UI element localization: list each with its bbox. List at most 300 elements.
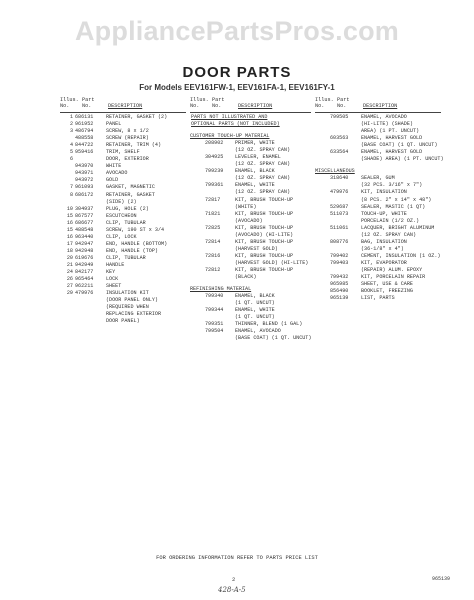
part-row [315,232,441,239]
illus-no [60,135,75,142]
part-number [205,147,235,154]
part-row [60,206,186,213]
part-number [205,335,235,342]
part-row [190,314,311,321]
part-description: LEVELER, ENAMEL [235,154,281,161]
part-description: ENAMEL, WHITE [235,182,275,189]
part-row [190,335,311,342]
model-subtitle: For Models EEV161FW-1, EEV161FA-1, EEV161FY-1 [139,83,335,92]
part-row [315,142,441,149]
illus-no: 8 [69,191,73,198]
illus-no [315,182,330,189]
illus-no [315,142,330,149]
illus-no: 27 [66,283,73,290]
part-number: 942947 [75,240,94,247]
part-row [315,211,441,218]
part-description: (REPAIR) ALUM. EPOXY [361,266,423,273]
part-number: 479976 [75,290,94,297]
part-row [190,267,311,274]
illus-no: 20 [66,254,73,261]
parts-column-1 [60,95,186,325]
illus-no: 6 [69,156,73,163]
part-number [205,246,235,253]
refinishing-heading: REFINISHING MATERIAL [190,286,252,293]
illus-no [315,204,330,211]
illus-no [315,135,330,142]
part-description: SEALER, GUM [361,175,395,182]
part-description: (32 PCS. 3/16" x 7") [361,182,423,189]
part-row [60,121,186,128]
part-description: REPLACING EXTERIOR [106,311,162,318]
part-number: 72825 [205,224,221,231]
part-description: ENAMEL, AVOCADO [361,114,407,120]
illus-no: 1 [69,114,73,120]
part-row [190,197,311,204]
misc-list [315,175,441,302]
part-description: END, HANDLE (BOTTOM) [106,240,168,247]
part-number: 799504 [205,328,224,335]
part-number [330,121,361,128]
part-description: (12 OZ. SPRAY CAN) [235,189,291,196]
illus-no: 18 [66,247,73,254]
part-description: KEY [106,269,116,276]
part-row [315,267,441,274]
part-row [315,225,441,232]
part-number: 799402 [330,252,349,259]
part-row [190,246,311,253]
part-number: 799505 [330,114,349,120]
part-description: PRIMER, WHITE [235,140,275,147]
part-number [330,232,361,239]
part-number: 304937 [75,205,94,212]
part-number: 208902 [205,140,224,147]
part-number [205,274,235,281]
part-description: GOLD [106,177,119,184]
illus-no [190,293,205,300]
part-number: 867577 [75,212,94,219]
part-number: 942949 [75,261,94,268]
illus-no [190,225,205,232]
part-description: KIT, BRUSH TOUCH-UP [235,266,294,273]
part-number [330,128,361,135]
illus-no [60,170,75,177]
illus-no: 21 [66,261,73,268]
part-description: ENAMEL, HARVEST GOLD [361,149,423,156]
part-number: 511073 [330,210,349,217]
part-number: 842177 [75,269,94,276]
part-description: RETAINER, GASKET [106,191,155,198]
part-number [330,267,361,274]
illus-no [190,154,205,161]
part-description: SCREW, 8 x 1/2 [106,128,149,135]
document-code: 965139 [432,576,451,582]
column-header [190,95,311,113]
part-row [60,128,186,135]
illus-no [190,321,205,328]
handwritten-note: 428-A-5 [218,586,246,594]
part-row [60,262,186,269]
part-description: SCREW, 190 ST x 3/4 [106,226,165,233]
part-row [60,297,186,304]
part-number [75,318,106,325]
illus-no [315,128,330,135]
illus-no [190,175,205,182]
part-description: (HARVEST GOLD) (HI-LITE) [235,259,309,266]
part-row [315,175,441,182]
part-description: SHEET, USE & CARE [361,281,413,288]
part-number: 318640 [330,175,349,182]
illus-no [190,182,205,189]
part-row [190,182,311,189]
part-number [205,161,235,168]
parts-column-2 [190,95,311,342]
part-number: 799403 [330,259,349,266]
part-row [60,184,186,191]
part-number [205,175,235,182]
part-row [60,177,186,184]
part-number: 959416 [75,149,94,156]
part-row [190,328,311,335]
part-row [315,197,441,204]
illus-no [60,199,75,206]
part-number [205,314,235,321]
part-description: (1 QT. UNCUT) [235,300,275,307]
part-description: CLIP, TUBULAR [106,219,146,226]
part-row [60,248,186,255]
optional-parts-note: PARTS NOT ILLUSTRATED AND OPTIONAL PARTS (NOT INCLUDED) [191,114,280,128]
part-row [315,295,441,302]
part-row [60,241,186,248]
part-number: 963440 [75,233,94,240]
part-description: KIT, BRUSH TOUCH-UP [235,252,294,259]
part-number [205,300,235,307]
part-description: AREA) (1 PT. UNCUT) [361,128,420,135]
part-description: PLUG, HOLE (2) [106,205,149,212]
part-row [190,175,311,182]
part-description: (AVOCADO) (HI-LITE) [235,231,294,238]
illus-no [315,114,330,121]
illus-no [315,189,330,196]
part-row [315,121,441,128]
illus-no [190,147,205,154]
part-row [315,156,444,163]
watermark: AppliancePartsPros.com [74,16,399,46]
refinishing-list-cont [315,114,444,163]
part-number: 799340 [205,293,224,300]
part-row [190,293,311,300]
part-row [315,239,441,246]
part-description: THINNER, BLEND (1 GAL) [235,321,303,328]
part-number: 72812 [205,266,221,273]
part-row [315,204,441,211]
part-row [60,142,186,149]
part-number: 72817 [205,196,221,203]
part-row [315,135,441,142]
illus-no: 4 [69,142,73,149]
illus-no [190,161,205,168]
header-illus: Illus. No. [315,97,334,109]
part-row [60,234,186,241]
part-description: ENAMEL, HARVEST GOLD [361,135,423,142]
illus-no: 26 [66,276,73,283]
part-number: 488548 [75,226,94,233]
illus-no [60,311,75,318]
illus-no [190,307,205,314]
part-number: 799361 [205,182,224,189]
part-number: 943970 [75,163,94,170]
illus-no [190,218,205,225]
part-description: BAG, INSULATION [361,238,407,245]
part-row [60,170,186,177]
part-number: 603563 [330,135,349,142]
part-row [60,311,186,318]
part-row [190,168,311,175]
part-number [205,218,235,225]
parts-column-3 [315,95,444,302]
touchup-heading: CUSTOMER TOUCH-UP MATERIAL [190,133,270,140]
part-description: LOCK [106,276,119,283]
part-description: (1 QT. UNCUT) [235,314,275,321]
part-description: ESCUTCHEON [106,212,137,219]
part-description: LIST, PARTS [361,295,395,302]
part-description: LACQUER, BRIGHT ALUMINUM [361,224,435,231]
part-number: 529687 [330,203,349,210]
parts-list [60,114,186,325]
part-description: ENAMEL, BLACK [235,168,275,175]
part-description: (DOOR PANEL ONLY) [106,297,158,304]
part-row [60,318,186,325]
illus-no [190,211,205,218]
part-description: TRIM, SHELF [106,149,140,156]
part-row [315,149,441,156]
part-description: SHEET [106,283,122,290]
part-row [190,307,311,314]
part-number: 844722 [75,142,94,149]
illus-no: 5 [69,149,73,156]
part-description: (BLACK) [235,274,257,281]
part-description: (HI-LITE) (SHADE) [361,121,413,128]
part-row [315,114,441,121]
illus-no: 15 [66,226,73,233]
part-row [60,149,186,156]
part-number: 686677 [75,219,94,226]
illus-no: 24 [66,269,73,276]
part-number: 72816 [205,252,221,259]
illus-no [315,175,330,182]
column-header [60,95,186,113]
part-description: (12 OZ. SPRAY CAN) [361,231,417,238]
part-description: DOOR, EXTERIOR [106,156,149,163]
part-description: KIT, INSULATION [361,189,407,196]
part-row [315,281,441,288]
part-number [330,218,361,225]
part-number: 942948 [75,247,94,254]
part-description: (8 PCS. 2" x 14" x 48") [361,196,432,203]
illus-no [190,267,205,274]
part-row [60,114,186,121]
part-row [190,300,311,307]
illus-no [315,225,330,232]
part-number: 808776 [330,238,349,245]
part-description: CLIP, TUBULAR [106,254,146,261]
part-row [315,260,441,267]
illus-no [315,295,330,302]
illus-no [190,253,205,260]
part-description: (12 OZ. SPRAY CAN) [235,175,291,182]
illus-no [60,163,75,170]
part-number [75,297,106,304]
part-description: BOOKLET, FREEZING [361,288,413,295]
illus-no [190,300,205,307]
part-description: SEALER, MASTIC (1 QT) [361,203,426,210]
part-number [330,197,361,204]
header-illus: Illus. No. [60,97,79,109]
illus-no [315,211,330,218]
part-row [315,218,441,225]
part-number: 686172 [75,191,94,198]
part-number: 943971 [75,170,94,177]
part-row [190,321,311,328]
illus-no [315,232,330,239]
illus-no [190,168,205,175]
part-number: 72814 [205,238,221,245]
part-description: CLIP, LOCK [106,233,137,240]
part-row [315,246,441,253]
illus-no [315,288,330,295]
illus-no: 16 [66,233,73,240]
part-number [205,189,235,196]
ordering-footer: FOR ORDERING INFORMATION REFER TO PARTS PRICE LIST [156,555,318,561]
header-part: Part No. [337,97,350,109]
part-row [190,218,311,225]
part-row [190,253,311,260]
illus-no [190,328,205,335]
part-row [60,227,186,234]
illus-no [190,197,205,204]
header-description: DESCRIPTION [363,103,398,109]
header-illus: Illus. No. [190,97,209,109]
illus-no [315,156,330,163]
part-number: 943972 [75,177,94,184]
part-row [315,189,441,196]
part-number [330,246,361,253]
part-row [190,225,311,232]
part-description: KIT, BRUSH TOUCH-UP [235,238,294,245]
part-description: CEMENT, INSULATION (1 OZ.) [361,252,441,259]
part-description: TOUCH-UP, WHITE [361,210,407,217]
part-row [60,199,186,206]
part-number: 511061 [330,224,349,231]
part-row [190,161,311,168]
illus-no [190,335,205,342]
part-row [60,220,186,227]
part-description: ENAMEL, BLACK [235,293,275,300]
part-row [60,163,186,170]
illus-no: 17 [66,240,73,247]
part-number [205,260,235,267]
part-row [190,189,311,196]
part-number: 965985 [330,281,349,288]
part-description: (HARVEST GOLD) [235,245,278,252]
part-row [190,140,311,147]
part-number: 799351 [205,321,224,328]
part-description: (36-1/8" x 4") [361,245,404,252]
illus-no [190,274,205,281]
page-number: 2 [232,576,236,583]
part-description: PORCELAIN (1/2 OZ.) [361,217,420,224]
illus-no: 29 [66,290,73,297]
illus-no [315,239,330,246]
illus-no: 3 [69,128,73,135]
illus-no [315,246,330,253]
illus-no [315,121,330,128]
part-description: ENAMEL, WHITE [235,307,275,314]
part-number: 799344 [205,307,224,314]
illus-no [60,297,75,304]
illus-no [190,189,205,196]
part-description: (SIDE) (2) [106,198,137,205]
part-description: RETAINER, TRIM (4) [106,142,162,149]
part-number: 856490 [330,288,349,295]
part-number: 961952 [75,121,94,128]
part-number: 965139 [330,295,349,302]
touchup-list [190,140,311,281]
part-number [330,142,361,149]
part-number: 486794 [75,128,94,135]
part-row [60,304,186,311]
part-description: (SHADE) AREA) (1 PT. UNCUT) [361,156,444,163]
illus-no: 7 [69,184,73,191]
column-header [315,95,441,113]
illus-no [190,140,205,147]
part-description: ENAMEL, AVOCADO [235,328,281,335]
part-number [75,199,106,206]
illus-no: 15 [66,212,73,219]
part-row [315,288,441,295]
part-number [330,182,361,189]
illus-no [190,239,205,246]
part-description: KIT, EVAPORATOR [361,259,407,266]
part-row [190,154,311,161]
part-description: PANEL [106,121,122,128]
illus-no [315,197,330,204]
part-description: WHITE [106,163,122,170]
illus-no [315,149,330,156]
part-description: GASKET, MAGNETIC [106,184,155,191]
part-row [190,274,311,281]
part-description: (12 OZ. SPRAY CAN) [235,161,291,168]
part-number [75,156,106,163]
illus-no [315,253,330,260]
part-number [75,304,106,311]
part-number: 799432 [330,274,349,281]
illus-no [190,204,205,211]
part-description: KIT, BRUSH TOUCH-UP [235,224,294,231]
header-part: Part No. [82,97,95,109]
part-row [60,156,186,163]
part-row [60,213,186,220]
part-number: 965464 [75,276,94,283]
part-number: 71821 [205,210,221,217]
header-description: DESCRIPTION [108,103,143,109]
illus-no: 2 [69,121,73,128]
part-row [60,269,186,276]
part-description: (BASE COAT) (1 QT. UNCUT) [235,335,312,342]
part-row [190,147,311,154]
illus-no [190,314,205,321]
part-number [205,204,235,211]
part-number: 479976 [330,189,349,196]
